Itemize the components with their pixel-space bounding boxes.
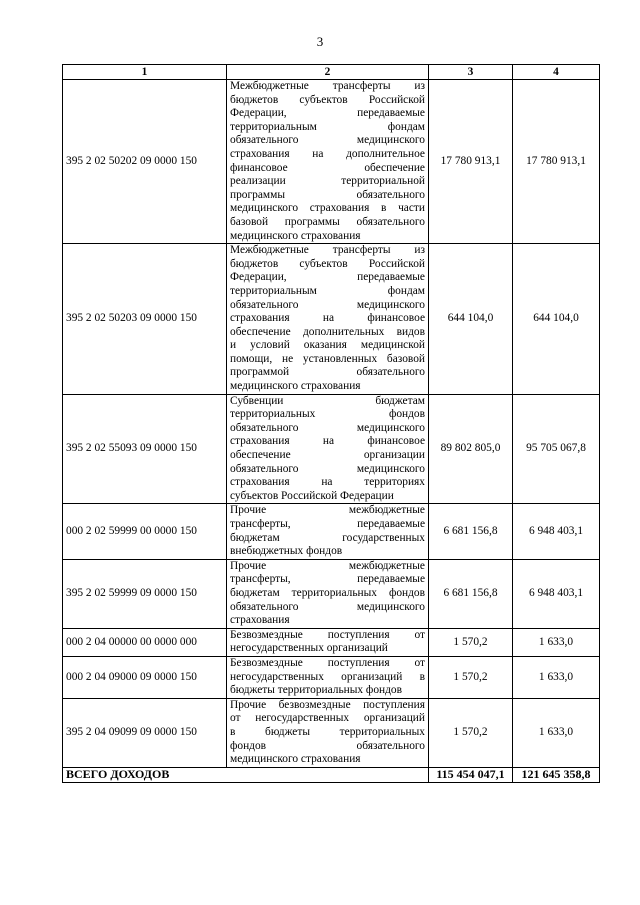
table-row bbox=[63, 80, 600, 244]
revenue-description bbox=[227, 504, 429, 559]
total-value-col-4: 121 645 358,8 bbox=[513, 767, 600, 782]
description-line: медицинского страхования bbox=[230, 229, 361, 242]
description-line: финансовое обеспечение bbox=[230, 161, 425, 174]
value-col-4: 6 948 403,1 bbox=[513, 504, 600, 559]
value-col-4: 644 104,0 bbox=[513, 244, 600, 395]
value-col-3: 17 780 913,1 bbox=[429, 80, 513, 244]
description-line: фондов обязательного bbox=[230, 739, 425, 752]
revenue-description bbox=[227, 628, 429, 656]
total-value-col-3: 115 454 047,1 bbox=[429, 767, 513, 782]
total-label: ВСЕГО ДОХОДОВ bbox=[63, 767, 429, 782]
budget-code: 000 2 02 59999 00 0000 150 bbox=[63, 504, 227, 559]
description-line: и условий оказания медицинской bbox=[230, 339, 425, 352]
description-line: Межбюджетные трансферты из bbox=[230, 244, 425, 257]
description-line: программой обязательного bbox=[230, 366, 425, 379]
value-col-4: 1 633,0 bbox=[513, 656, 600, 698]
budget-code: 395 2 02 59999 09 0000 150 bbox=[63, 559, 227, 628]
header-col-1: 1 bbox=[63, 65, 227, 80]
description-line: территориальным фондам bbox=[230, 284, 425, 297]
value-col-4: 95 705 067,8 bbox=[513, 394, 600, 504]
table-row bbox=[63, 628, 600, 656]
description-line: реализации территориальной bbox=[230, 175, 425, 188]
value-col-3: 1 570,2 bbox=[429, 698, 513, 767]
description-line: негосударственных организаций в bbox=[230, 670, 425, 683]
description-line: базовой программы обязательного bbox=[230, 215, 425, 228]
description-line: Безвозмездные поступления от bbox=[230, 656, 425, 669]
description-line: обязательного медицинского bbox=[230, 600, 425, 613]
description-line: обязательного медицинского bbox=[230, 462, 425, 475]
budget-code: 395 2 02 55093 09 0000 150 bbox=[63, 394, 227, 504]
value-col-3: 1 570,2 bbox=[429, 656, 513, 698]
table-row bbox=[63, 504, 600, 559]
description-line: обеспечение дополнительных видов bbox=[230, 325, 425, 338]
description-line: обязательного медицинского bbox=[230, 298, 425, 311]
budget-code: 395 2 02 50203 09 0000 150 bbox=[63, 244, 227, 395]
description-line: Прочие безвозмездные поступления bbox=[230, 698, 425, 711]
value-col-3: 6 681 156,8 bbox=[429, 559, 513, 628]
revenue-description bbox=[227, 559, 429, 628]
page-number: 3 bbox=[316, 34, 324, 49]
revenue-description bbox=[227, 244, 429, 395]
budget-code: 395 2 04 09099 09 0000 150 bbox=[63, 698, 227, 767]
description-line: бюджетам государственных bbox=[230, 531, 425, 544]
description-line: Федерации, передаваемые bbox=[230, 107, 425, 120]
header-col-4: 4 bbox=[513, 65, 600, 80]
description-line: территориальным фондам bbox=[230, 120, 425, 133]
description-line: страхования на финансовое bbox=[230, 435, 425, 448]
description-line: субъектов Российской Федерации bbox=[230, 489, 394, 502]
description-line: территориальных фондов bbox=[230, 408, 425, 421]
description-line: Прочие межбюджетные bbox=[230, 559, 425, 572]
budget-code: 395 2 02 50202 09 0000 150 bbox=[63, 80, 227, 244]
value-col-4: 1 633,0 bbox=[513, 628, 600, 656]
value-col-3: 6 681 156,8 bbox=[429, 504, 513, 559]
description-line: страхования на финансовое bbox=[230, 312, 425, 325]
description-line: внебюджетных фондов bbox=[230, 545, 343, 558]
table-row bbox=[63, 656, 600, 698]
header-row bbox=[63, 65, 600, 80]
revenue-description bbox=[227, 656, 429, 698]
description-line: бюджетов субъектов Российской bbox=[230, 93, 425, 106]
revenue-description bbox=[227, 80, 429, 244]
header-col-3: 3 bbox=[429, 65, 513, 80]
description-line: обязательного медицинского bbox=[230, 134, 425, 147]
description-line: медицинского страхования bbox=[230, 380, 361, 393]
description-line: страхования bbox=[230, 614, 290, 627]
description-line: бюджетов субъектов Российской bbox=[230, 257, 425, 270]
budget-code: 000 2 04 00000 00 0000 000 bbox=[63, 628, 227, 656]
description-line: трансферты, передаваемые bbox=[230, 573, 425, 586]
description-line: от негосударственных организаций bbox=[230, 712, 425, 725]
table-row bbox=[63, 244, 600, 395]
revenue-table bbox=[62, 64, 600, 783]
description-line: бюджетам территориальных фондов bbox=[230, 586, 425, 599]
value-col-4: 6 948 403,1 bbox=[513, 559, 600, 628]
description-line: Федерации, передаваемые bbox=[230, 271, 425, 284]
total-row bbox=[63, 767, 600, 782]
description-line: негосударственных организаций bbox=[230, 642, 388, 655]
description-line: страхования на территориях bbox=[230, 476, 425, 489]
description-line: обеспечение организации bbox=[230, 449, 425, 462]
description-line: Прочие межбюджетные bbox=[230, 504, 425, 517]
value-col-3: 89 802 805,0 bbox=[429, 394, 513, 504]
value-col-3: 1 570,2 bbox=[429, 628, 513, 656]
table-row bbox=[63, 698, 600, 767]
description-line: медицинского страхования bbox=[230, 753, 361, 766]
table-row bbox=[63, 394, 600, 504]
description-line: бюджеты территориальных фондов bbox=[230, 684, 402, 697]
description-line: трансферты, передаваемые bbox=[230, 518, 425, 530]
description-line: Безвозмездные поступления от bbox=[230, 628, 425, 641]
header-col-2: 2 bbox=[227, 65, 429, 80]
value-col-4: 17 780 913,1 bbox=[513, 80, 600, 244]
description-line: Межбюджетные трансферты из bbox=[230, 80, 425, 92]
description-line: программы обязательного bbox=[230, 188, 425, 201]
description-line: помощи, не установленных базовой bbox=[230, 352, 425, 365]
revenue-description bbox=[227, 698, 429, 767]
revenue-description bbox=[227, 394, 429, 504]
description-line: Субвенции бюджетам bbox=[230, 394, 425, 407]
description-line: страхования на дополнительное bbox=[230, 147, 425, 160]
table-row bbox=[63, 559, 600, 628]
description-line: медицинского страхования в части bbox=[230, 202, 425, 215]
description-line: обязательного медицинского bbox=[230, 421, 425, 434]
value-col-4: 1 633,0 bbox=[513, 698, 600, 767]
value-col-3: 644 104,0 bbox=[429, 244, 513, 395]
budget-code: 000 2 04 09000 09 0000 150 bbox=[63, 656, 227, 698]
description-line: в бюджеты территориальных bbox=[230, 725, 425, 738]
